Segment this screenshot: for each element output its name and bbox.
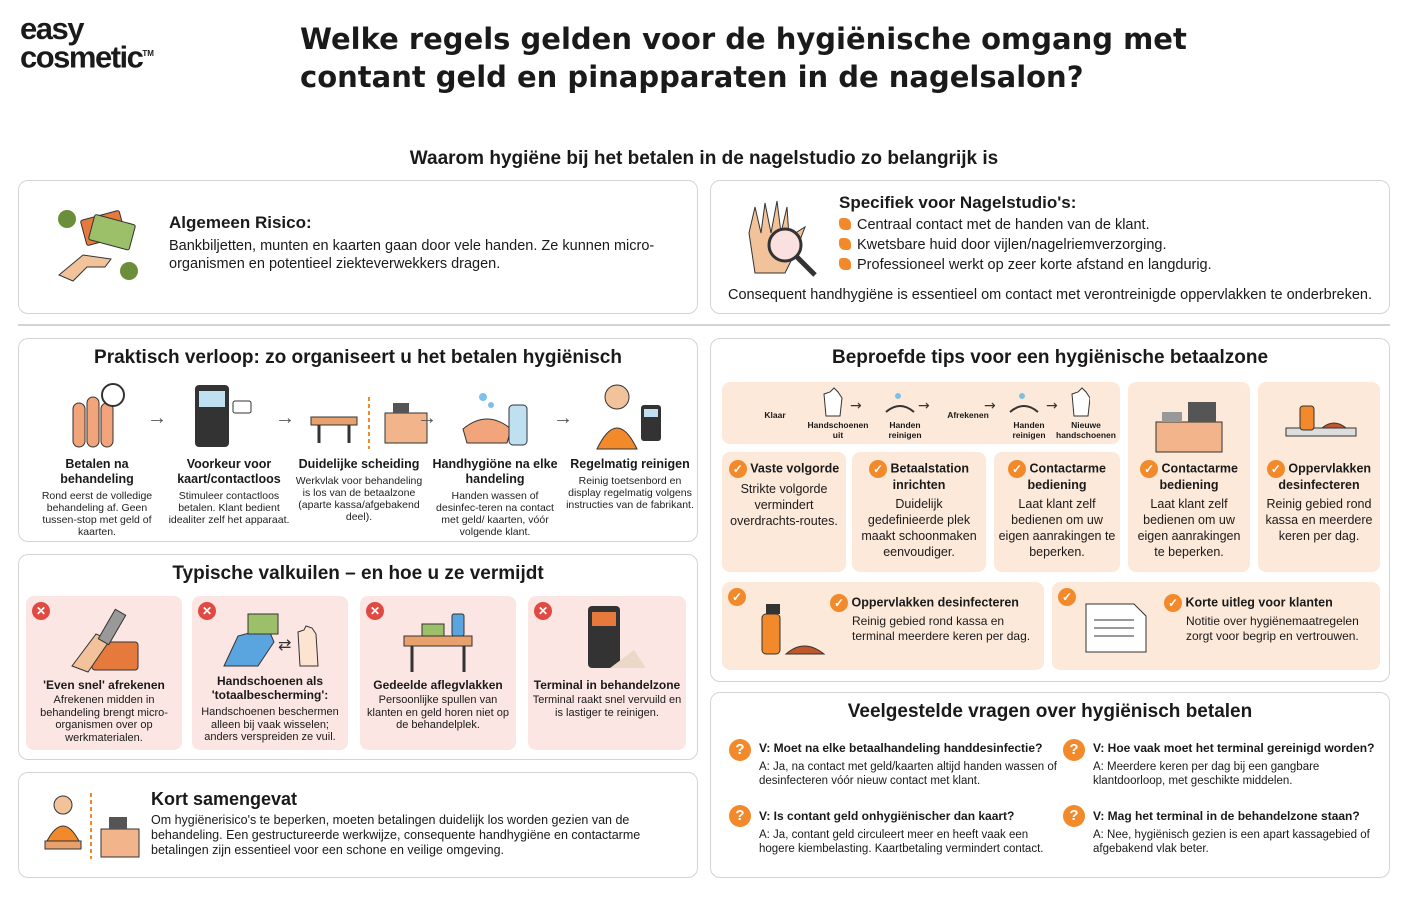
pitfalls-heading: Typische valkuilen – en hoe u ze vermijdt <box>172 563 544 584</box>
tip-card: ✓ Contactarme bediening Laat klant zelf bedienen om uw eigen aanrakingen te beperken. <box>1128 382 1250 572</box>
pitfall-item: ✕ 'Even snel' afrekenen Afrekenen midden in behandeling brengt micro-organismen over op werkmaterialen. <box>26 596 182 750</box>
check-icon: ✓ <box>869 460 887 478</box>
money-hand-icon <box>53 205 143 285</box>
cross-icon: ✕ <box>32 602 50 620</box>
arrow-icon: → <box>147 407 167 429</box>
reception-desk-icon <box>43 791 143 861</box>
specific-title: Specifiek voor Nagelstudio's: <box>839 193 1077 212</box>
flow-step: Betalen na behandeling Rond eerst de volledige behandeling af. Geen tussen-stop met geld of kaarten. <box>41 457 153 538</box>
svg-text:→: → <box>984 398 996 414</box>
pitfall-item: ✕ Terminal in behandelzone Terminal raakt snel vervuild en is lastiger te reinigen. <box>528 596 686 750</box>
question-icon: ? <box>729 739 751 761</box>
cross-icon: ✕ <box>366 602 384 620</box>
check-icon: ✓ <box>1008 460 1026 478</box>
question-icon: ? <box>729 805 751 827</box>
pitfall-item: ✕ ⇄ Handschoenen als 'totaalbescherming': Handschoenen beschermen alleen bij vaak wisselen; anders verspreiden ze vuil. <box>192 596 348 750</box>
cross-icon: ✕ <box>198 602 216 620</box>
specific-item: Kwetsbare huid door vijlen/nagelriemverzorging. <box>839 235 1379 255</box>
nails-clock-icon <box>65 381 129 451</box>
notice-paper-icon <box>1084 600 1148 656</box>
hand-icon <box>839 218 851 230</box>
tip-card: ✓ Oppervlakken desinfecteren Reinig gebied rond kassa en meerdere keren per dag. <box>1258 382 1380 572</box>
cross-icon: ✕ <box>534 602 552 620</box>
flow-card <box>18 338 698 542</box>
check-icon: ✓ <box>728 588 746 606</box>
hand-icon <box>839 238 851 250</box>
handwash-icon <box>457 379 531 451</box>
faq-item: V: Mag het terminal in de behandelzone staan? A: Nee, hygiënisch gezien is een apart kassagebied of afgebakend vlak beter. <box>1093 809 1370 855</box>
check-icon: ✓ <box>729 460 747 478</box>
specific-card <box>710 180 1390 314</box>
summary-card <box>18 772 698 878</box>
faq-card <box>710 692 1390 878</box>
question-icon: ? <box>1063 739 1085 761</box>
faq-heading: Veelgestelde vragen over hygiënisch betalen <box>847 701 1253 722</box>
specific-item: Professioneel werkt op zeer korte afstand en langdurig. <box>839 255 1379 275</box>
check-icon: ✓ <box>1267 460 1285 478</box>
hand-icon <box>839 258 851 270</box>
flow-step: Voorkeur voor kaart/contactloos Stimuleer contactloos betalen. Klant bedient idealiter zelf het apparaat. <box>168 457 290 526</box>
spray-counter-icon <box>1284 392 1358 454</box>
gloves-money-icon <box>218 606 328 674</box>
flow-step: Duidelijke scheiding Werkvlak voor behandeling is los van de betaalzone (aparte kassa/afgebakend deel). <box>295 457 423 523</box>
risk-text: Bankbiljetten, munten en kaarten gaan door vele handen. Ze kunnen micro-organismen en potentieel ziekteverwekkers dragen. <box>169 238 655 272</box>
tips-heading: Beproefde tips voor een hygiënische betaalzone <box>831 347 1269 368</box>
check-icon: ✓ <box>1140 460 1158 478</box>
check-icon: ✓ <box>830 594 848 612</box>
faq-item: V: Moet na elke betaalhandeling handdesinfectie? A: Ja, na contact met geld/kaarten altijd handen wassen of desinfecteren vóór nieuw contact met klant. <box>759 741 1057 787</box>
specific-item: Centraal contact met de handen van de klant. <box>839 215 1379 235</box>
tip-card: ✓ Contactarme bediening Laat klant zelf bedienen om uw eigen aanrakingen te beperken. <box>994 452 1120 572</box>
flow-step: Regelmatig reinigen Reinig toetsenbord en display regelmatig volgens instructies van de fabrikant. <box>566 457 694 511</box>
divider <box>18 324 1390 326</box>
spray-cleaning-icon <box>756 596 832 656</box>
pitfall-item: ✕ Gedeelde aflegvlakken Persoonlijke spullen van klanten en geld horen niet op de behandelplek. <box>360 596 516 750</box>
risk-title: Algemeen Risico: <box>169 213 312 232</box>
page-title: Welke regels gelden voor de hygiënische omgang met contant geld en pinapparaten in de nagelsalon? <box>300 22 1187 94</box>
arrow-icon: → <box>553 407 573 429</box>
flow-step: Handhygiöne na elke handeling Handen wassen of desinfec-teren na contact met geld/ kaarten, vóór volgende klant. <box>432 457 558 538</box>
summary-text: Om hygiënerisico's te beperken, moeten betalingen duidelijk los worden gezien van de behandeling. Een gestructureerde werkwijze, consequente handhygiëne en contactarme betalingen zijn essentieel voor een schone en veilige omgeving. <box>151 813 641 857</box>
svg-text:→: → <box>1046 398 1058 414</box>
terminal-dust-icon <box>580 604 650 674</box>
card-terminal-icon <box>191 381 255 451</box>
svg-text:→: → <box>918 398 930 414</box>
why-heading: Waarom hygiëne bij het betalen in de nagelstudio zo belangrijk is <box>409 148 999 169</box>
tips-flow-strip: Klaar Handschoenen uit Handen reinigen Afrekenen Handen reinigen Nieuwe handschoenen → → → → <box>722 382 1120 444</box>
check-icon: ✓ <box>1058 588 1076 606</box>
tip-wide: ✓ ✓ Oppervlakken desinfecteren Reinig gebied rond kassa en terminal meerdere keren per dag. <box>722 582 1044 670</box>
faq-item: V: Is contant geld onhygiënischer dan kaart? A: Ja, contant geld circuleert meer en heeft vaak een hogere kiembelasting. Kaartbetaling vermindert contact. <box>759 809 1044 855</box>
shared-table-icon <box>398 606 478 674</box>
tip-card: ✓ Betaalstation inrichten Duidelijk gedefinieerde plek maakt schoonmaken eenvoudiger. <box>852 452 986 572</box>
glove-flow-icons <box>790 386 1090 420</box>
card-swipe-icon <box>66 606 146 674</box>
arrow-icon: → <box>417 407 437 429</box>
faq-item: V: Hoe vaak moet het terminal gereinigd worden? A: Meerdere keren per dag bij een gangbare klantdoorloop, met geschikte middelen. <box>1093 741 1375 787</box>
cash-register-icon <box>1152 398 1226 454</box>
arrow-icon: → <box>275 407 295 429</box>
flow-heading: Praktisch verloop: zo organiseert u het betalen hygiënisch <box>94 347 622 368</box>
brand-logo: easy cosmetic™ <box>20 11 154 75</box>
cleaning-staff-icon <box>593 379 667 451</box>
specific-footer: Consequent handhygiëne is essentieel om contact met verontreinigde oppervlakken te onderbreken. <box>727 287 1373 303</box>
check-icon: ✓ <box>1164 594 1182 612</box>
svg-text:⇄: ⇄ <box>278 635 292 654</box>
svg-text:→: → <box>850 398 862 414</box>
tip-wide: ✓ ✓ Korte uitleg voor klanten Notitie over hygiënemaatregelen zorgt voor begrip en vertrouwen. <box>1052 582 1380 670</box>
hand-magnifier-icon <box>735 193 825 281</box>
question-icon: ? <box>1063 805 1085 827</box>
summary-heading: Kort samengevat <box>151 789 298 809</box>
risk-card <box>18 180 698 314</box>
tip-card: ✓ Vaste volgorde Strikte volgorde vermindert overdrachts-routes. <box>722 452 846 572</box>
